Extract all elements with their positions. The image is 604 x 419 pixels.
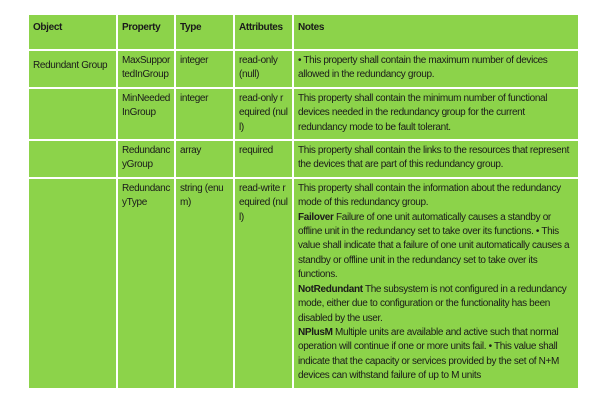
header-property: Property [117, 14, 175, 50]
property-name: RedundancyType [117, 178, 175, 389]
property-name: RedundancyGroup [117, 140, 175, 178]
header-type: Type [175, 14, 234, 50]
object-cell-empty [28, 178, 117, 389]
enum-value-notredundant [298, 283, 574, 326]
property-name: MinNeededInGroup [117, 88, 175, 140]
header-object: Object [28, 14, 117, 50]
table-row [28, 50, 579, 88]
enum-description: Multiple units are available and active such that normal operation will continue if one or more units fail. • This value shall indicate that the capacity or services provided by the set of N+M devices can withstand failure of up to M units [298, 326, 560, 382]
enum-description: The subsystem is not configured in a redundancy mode, either due to configuration or the functionality has been disabled by the user. [298, 283, 567, 324]
header-attributes: Attributes [234, 14, 293, 50]
property-attributes: required [234, 140, 293, 178]
enum-name: Failover [298, 211, 334, 223]
object-cell-empty [28, 140, 117, 178]
header-row [28, 14, 579, 50]
property-attributes: read-write required (null) [234, 178, 293, 389]
redundancy-properties-table [27, 13, 580, 390]
property-notes: This property shall contain the links to the resources that represent the devices that are part of this redundancy group. [293, 140, 579, 178]
property-type: array [175, 140, 234, 178]
property-attributes: read-only required (null) [234, 88, 293, 140]
object-name: Redundant Group [28, 50, 117, 88]
table-row [28, 178, 579, 389]
property-attributes: read-only (null) [234, 50, 293, 88]
property-type: integer [175, 50, 234, 88]
table-row [28, 140, 579, 178]
property-notes: • This property shall contain the maximum number of devices allowed in the redundancy group. [293, 50, 579, 88]
notes-intro: This property shall contain the information about the redundancy mode of this redundancy group. [298, 182, 561, 209]
property-notes: This property shall contain the minimum number of functional devices needed in the redundancy group for the current redundancy mode to be fault tolerant. [293, 88, 579, 140]
property-notes [293, 178, 579, 389]
enum-name: NPlusM [298, 326, 333, 338]
object-cell-empty [28, 88, 117, 140]
enum-value-failover [298, 211, 574, 283]
property-type: integer [175, 88, 234, 140]
enum-description: Failure of one unit automatically causes a standby or offline unit in the redundancy set to take over its functions. • This value shall indicate that a failure of one unit automatically causes a standby or offline unit in the redundancy set to take over its functions. [298, 211, 570, 281]
enum-value-nplusm [298, 326, 574, 384]
property-name: MaxSupportedInGroup [117, 50, 175, 88]
enum-name: NotRedundant [298, 283, 363, 295]
property-type: string (enum) [175, 178, 234, 389]
table-row [28, 88, 579, 140]
header-notes: Notes [293, 14, 579, 50]
